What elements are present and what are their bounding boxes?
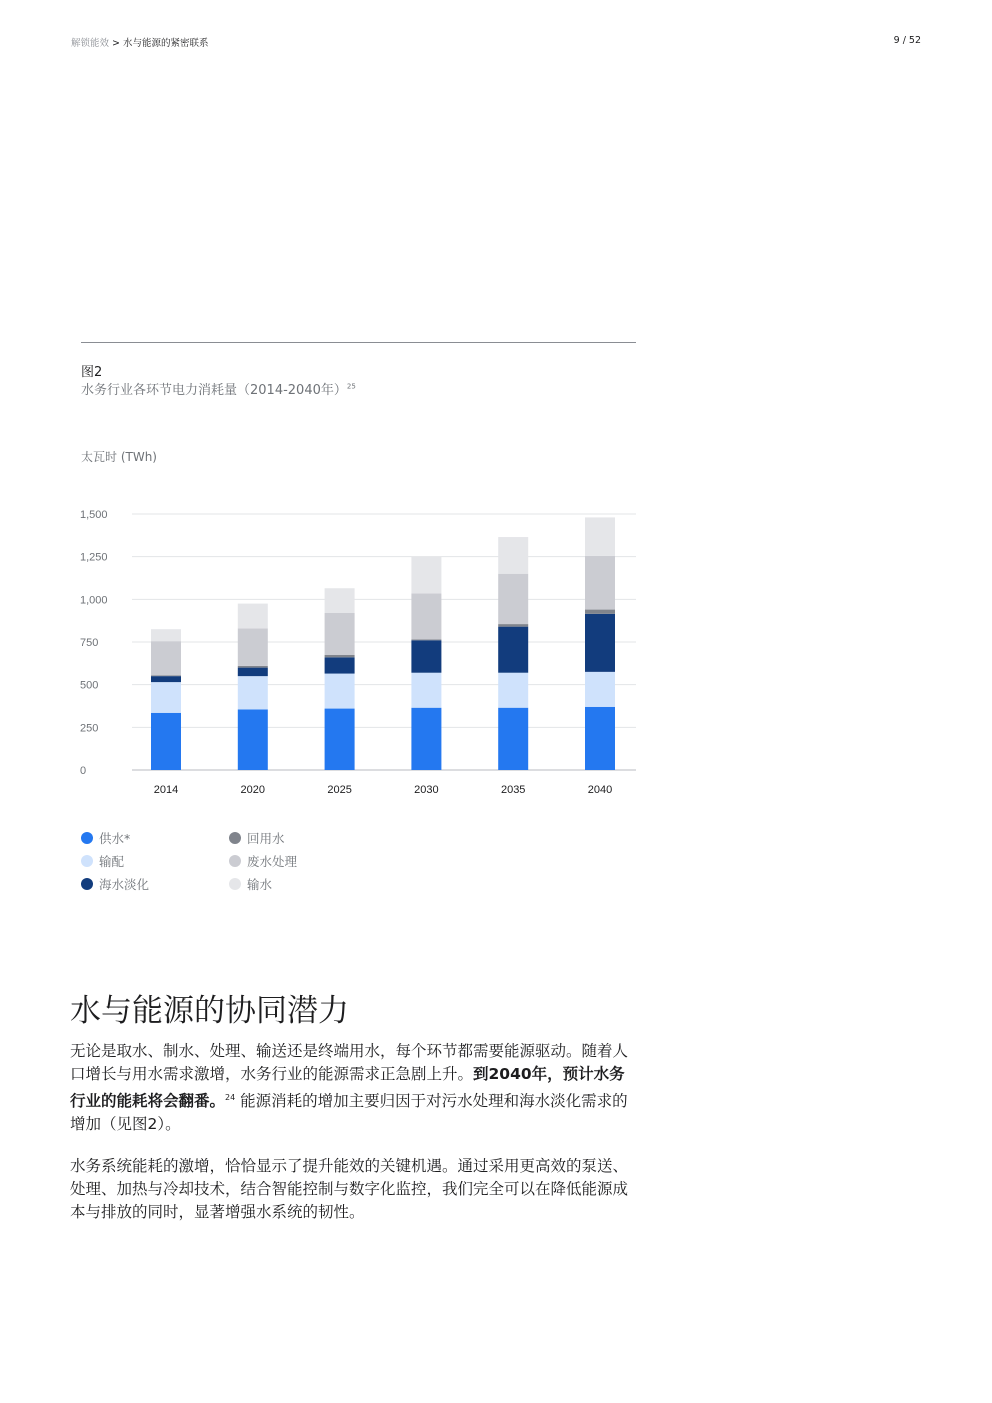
- bar-segment: [411, 640, 441, 672]
- legend-label: 输配: [99, 854, 125, 869]
- bar-segment: [325, 709, 355, 770]
- y-tick-label: 1,250: [80, 551, 108, 564]
- bar-segment: [238, 666, 268, 668]
- legend-swatch: [229, 832, 241, 844]
- legend-swatch: [81, 878, 93, 890]
- bar-segment: [238, 604, 268, 629]
- bar-segment: [411, 639, 441, 640]
- section-title: 水与能源的协同潜力: [70, 993, 349, 1029]
- legend-label: 输水: [247, 877, 273, 892]
- bar-segment: [151, 641, 181, 675]
- bar-segment: [238, 628, 268, 666]
- chart-legend: [81, 829, 401, 899]
- breadcrumb-current: 水与能源的紧密联系: [123, 38, 209, 49]
- bar-segment: [498, 673, 528, 708]
- x-tick-label: 2040: [587, 784, 613, 796]
- legend-swatch: [229, 878, 241, 890]
- breadcrumb-separator: >: [112, 38, 121, 49]
- p1-reference: 24: [225, 1093, 236, 1102]
- y-tick-label: 500: [80, 679, 99, 692]
- x-tick-label: 2014: [153, 784, 179, 796]
- bar-segment: [585, 517, 615, 555]
- x-tick-label: 2025: [327, 784, 352, 796]
- page-indicator: 9 / 52: [893, 35, 921, 46]
- legend-label: 供水*: [99, 831, 131, 846]
- y-axis-unit-label: 太瓦时 (TWh): [81, 450, 157, 464]
- figure-title: [81, 379, 356, 398]
- legend-item: [229, 875, 272, 893]
- figure-title-text: 水务行业各环节电力消耗量（2014-2040年）: [81, 383, 347, 398]
- legend-item: [229, 852, 297, 870]
- legend-item: [81, 875, 149, 893]
- bar-segment: [238, 668, 268, 677]
- bar-segment: [585, 614, 615, 672]
- bar-segment: [585, 672, 615, 707]
- legend-swatch: [81, 832, 93, 844]
- bar-segment: [325, 674, 355, 709]
- p1-text-b: 能源消耗的增加主要归因于对污水处理和海水淡化需求的增加（见图2）。: [70, 1092, 628, 1134]
- figure-title-ref: 25: [346, 382, 356, 391]
- legend-swatch: [81, 855, 93, 867]
- bar-segment: [325, 655, 355, 658]
- x-tick-label: 2035: [500, 784, 526, 796]
- stacked-bar-chart: [70, 498, 640, 803]
- bar-segment: [585, 610, 615, 614]
- breadcrumb-parent[interactable]: 解锁能效: [71, 38, 110, 49]
- bar-segment: [411, 673, 441, 708]
- y-tick-label: 1,500: [80, 509, 108, 521]
- x-tick-label: 2020: [240, 784, 266, 796]
- bar-segment: [151, 682, 181, 713]
- breadcrumb: [71, 35, 209, 49]
- legend-label: 回用水: [247, 831, 285, 846]
- bar-segment: [498, 708, 528, 770]
- bar-segment: [325, 613, 355, 655]
- legend-label: 海水淡化: [99, 877, 150, 892]
- legend-item: [229, 829, 285, 847]
- bar-segment: [585, 707, 615, 770]
- bar-segment: [151, 713, 181, 770]
- bar-segment: [151, 629, 181, 641]
- figure-divider: [81, 342, 636, 343]
- bar-segment: [498, 627, 528, 673]
- legend-label: 废水处理: [247, 854, 298, 869]
- bar-segment: [151, 676, 181, 682]
- y-tick-label: 250: [80, 722, 99, 735]
- bar-segment: [411, 593, 441, 639]
- x-tick-label: 2030: [414, 784, 439, 796]
- bar-segment: [151, 675, 181, 676]
- legend-swatch: [229, 855, 241, 867]
- p1-bold-highlight: 到2040年，预计水务行业的能耗将会翻番。: [70, 1065, 625, 1111]
- bar-segment: [411, 557, 441, 594]
- p1-text-a: 无论是取水、制水、处理、输送还是终端用水，每个环节都需要能源驱动。随着人口增长与用水需求激增，水务行业的能源需求正急剧上升。: [70, 1042, 629, 1083]
- body-paragraph-2: 水务系统能耗的激增，恰恰显示了提升能效的关键机遇。通过采用更高效的泵送、处理、加热与冷却技术，结合智能控制与数字化监控，我们完全可以在降低能源成本与排放的同时，显著增强水系统的韧性。: [70, 1157, 629, 1221]
- bar-segment: [325, 588, 355, 613]
- bar-segment: [498, 574, 528, 624]
- y-tick-label: 750: [80, 637, 99, 649]
- legend-item: [81, 852, 124, 870]
- y-tick-label: 1,000: [80, 594, 108, 607]
- bar-segment: [411, 708, 441, 770]
- body-paragraph-1: [70, 1040, 632, 1136]
- figure-label: 图2: [81, 365, 103, 380]
- bar-segment: [498, 624, 528, 627]
- y-tick-label: 0: [80, 765, 87, 777]
- bar-segment: [498, 537, 528, 574]
- bar-segment: [238, 676, 268, 709]
- bar-segment: [238, 709, 268, 770]
- bar-segment: [325, 657, 355, 673]
- legend-item: [81, 829, 130, 847]
- bar-segment: [585, 556, 615, 610]
